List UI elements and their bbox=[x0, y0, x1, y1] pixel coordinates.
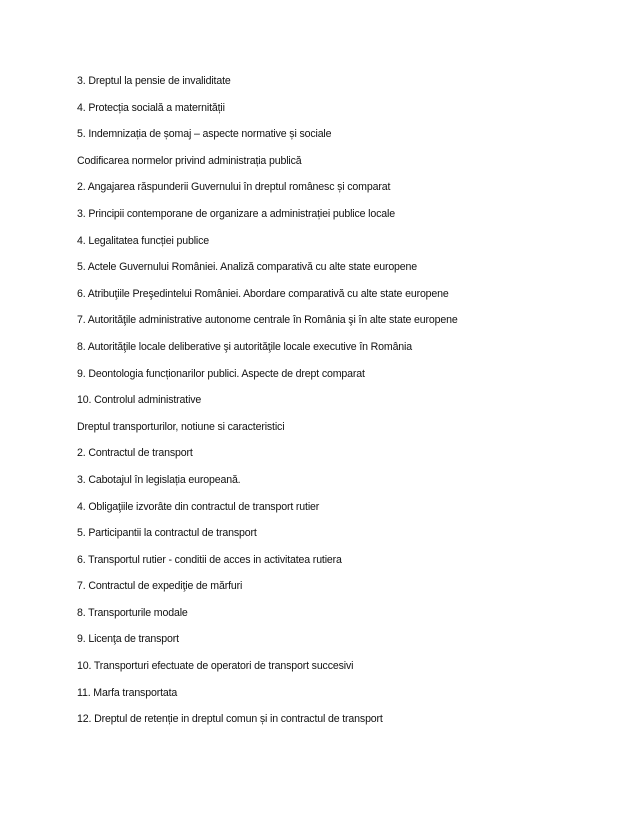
section-heading: Codificarea normelor privind administrația publică bbox=[77, 154, 302, 167]
list-item: 9. Deontologia funcționarilor publici. Aspecte de drept comparat bbox=[77, 367, 365, 380]
list-item: 8. Transporturile modale bbox=[77, 606, 188, 619]
list-item: 3. Cabotajul în legislația europeană. bbox=[77, 473, 241, 486]
list-item: 5. Actele Guvernului României. Analiză comparativă cu alte state europene bbox=[77, 261, 418, 274]
list-item: 10. Transporturi efectuate de operatori de transport succesivi bbox=[77, 660, 354, 673]
list-item: 2. Angajarea răspunderii Guvernului în dreptul românesc și comparat bbox=[77, 181, 391, 194]
topic-list bbox=[77, 73, 458, 738]
list-item: 4. Obligaţiile izvorâte din contractul de transport rutier bbox=[77, 500, 320, 513]
list-item: 3. Principii contemporane de organizare a administrației publice locale bbox=[77, 207, 395, 220]
list-item: 12. Dreptul de retenție in dreptul comun și in contractul de transport bbox=[77, 713, 383, 726]
list-item: 4. Protecția socială a maternității bbox=[77, 101, 225, 114]
list-item: 11. Marfa transportata bbox=[77, 686, 178, 699]
list-item: 9. Licenţa de transport bbox=[77, 633, 179, 646]
list-item: 5. Participantii la contractul de transport bbox=[77, 527, 257, 540]
list-item: 10. Controlul administrative bbox=[77, 394, 202, 407]
list-item: 7. Autorităţile administrative autonome centrale în România şi în alte state europene bbox=[77, 314, 458, 327]
list-item: 5. Indemnizația de șomaj – aspecte normative și sociale bbox=[77, 128, 332, 141]
list-item: 8. Autorităţile locale deliberative şi autorităţile locale executive în România bbox=[77, 340, 412, 353]
list-item: 3. Dreptul la pensie de invaliditate bbox=[77, 75, 231, 87]
list-item: 2. Contractul de transport bbox=[77, 447, 193, 460]
list-item: 7. Contractul de expediţie de mărfuri bbox=[77, 580, 243, 593]
section-heading: Dreptul transporturilor, notiune si caracteristici bbox=[77, 420, 285, 433]
list-item: 6. Atribuţiile Preşedintelui României. Abordare comparativă cu alte state europene bbox=[77, 287, 449, 300]
list-item: 4. Legalitatea funcției publice bbox=[77, 234, 209, 247]
list-item: 6. Transportul rutier - conditii de acces in activitatea rutiera bbox=[77, 553, 342, 566]
